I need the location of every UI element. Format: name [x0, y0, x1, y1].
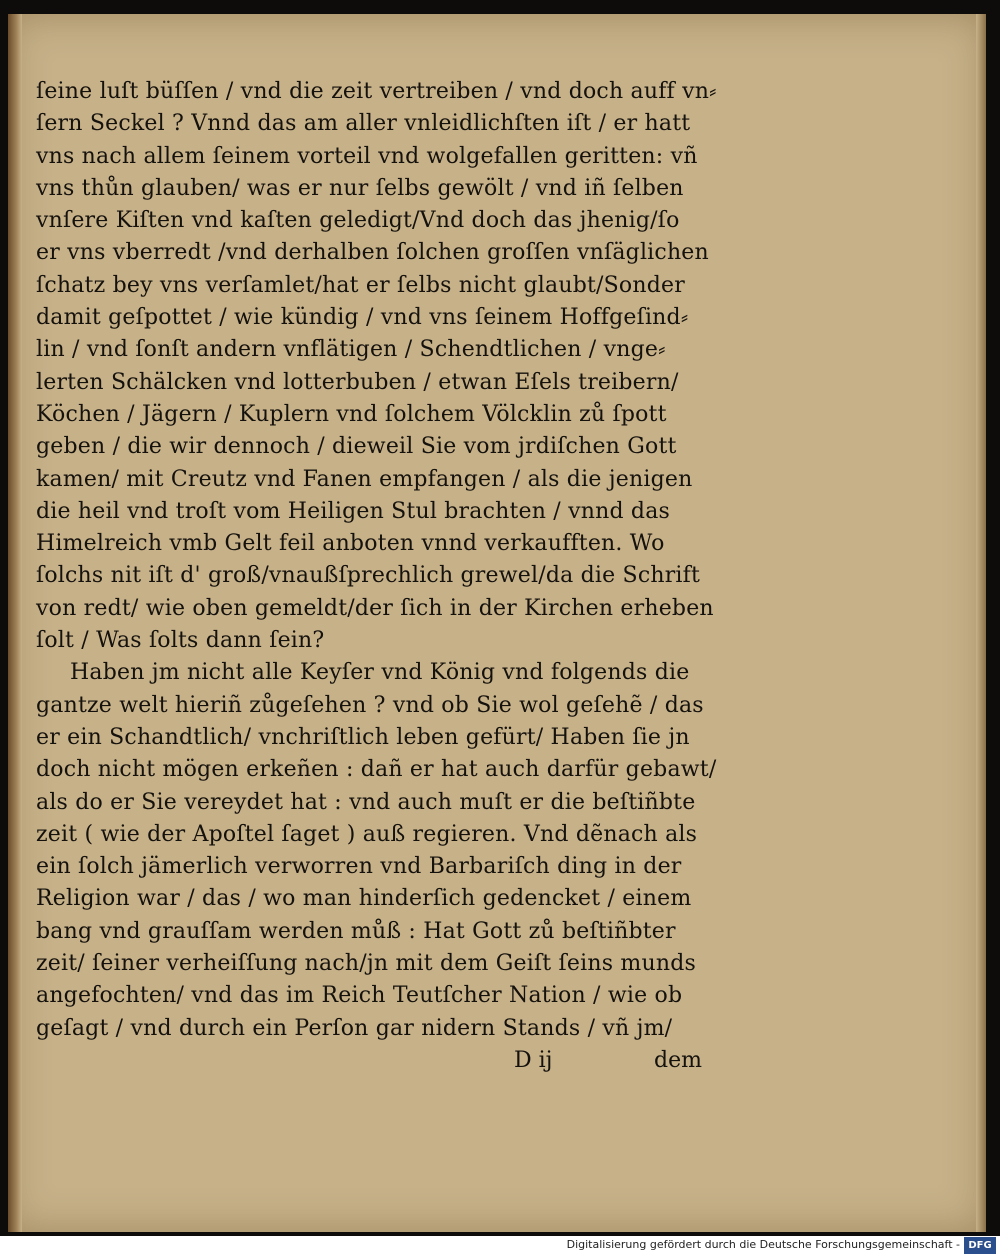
paragraph-start-line: Haben jm nicht alle Keyſer vnd König vnd folgends die: [70, 660, 690, 686]
text-line: von redt/ wie oben gemeldt/der ſich in der Kirchen erheben: [36, 595, 714, 621]
body-text: [36, 76, 717, 1077]
text-line: lerten Schälcken vnd lotterbuben / etwan Eſels treibern/: [36, 369, 679, 395]
text-line: ſolt / Was ſolts dann ſein?: [36, 628, 325, 654]
text-line: als do er Sie vereydet hat : vnd auch muſt er die beſtiñbte: [36, 789, 696, 815]
text-line: vns nach allem ſeinem vorteil vnd wolgefallen geritten: vñ: [36, 143, 698, 169]
text-line: Himelreich vmb Gelt feil anboten vnnd verkaufften. Wo: [36, 531, 665, 557]
page-binding-edge: [8, 14, 22, 1232]
text-line: geben / die wir dennoch / dieweil Sie vom jrdiſchen Gott: [36, 434, 677, 460]
text-line: lin / vnd ſonſt andern vnflätigen / Schendtlichen / vnge⸗: [36, 337, 666, 363]
text-line: damit geſpottet / wie kündig / vnd vns ſeinem Hoffgeſind⸗: [36, 305, 689, 331]
signature-mark: D ij: [514, 1047, 553, 1073]
text-line: ſern Seckel ? Vnnd das am aller vnleidlichſten iſt / er hatt: [36, 111, 691, 137]
text-line: Köchen / Jägern / Kuplern vnd ſolchem Völcklin zů ſpott: [36, 401, 667, 427]
text-line: doch nicht mögen erkeñen : dañ er hat auch darfür gebawt/: [36, 757, 717, 783]
text-line: ſchatz bey vns verſamlet/hat er ſelbs nicht glaubt/Sonder: [36, 272, 685, 298]
text-line: zeit ( wie der Apoſtel ſaget ) auß regieren. Vnd dẽnach als: [36, 821, 698, 847]
page-outer-edge: [976, 14, 986, 1232]
text-line: vnſere Kiſten vnd kaſten geledigt/Vnd doch das jhenig/ſo: [36, 208, 680, 234]
text-line: bang vnd grauſſam werden můß : Hat Gott zů beſtiñbter: [36, 918, 676, 944]
text-line: ein ſolch jämerlich verworren vnd Barbariſch ding in der: [36, 854, 682, 880]
text-line: zeit/ ſeiner verheiſſung nach/jn mit dem Geiſt ſeins munds: [36, 951, 696, 977]
text-line: kamen/ mit Creutz vnd Fanen empfangen / als die jenigen: [36, 466, 693, 492]
text-line: Religion war / das / wo man hinderſich gedencket / einem: [36, 886, 692, 912]
text-line: angefochten/ vnd das im Reich Teutſcher Nation / wie ob: [36, 983, 683, 1009]
text-line: geſagt / vnd durch ein Perſon gar nidern Stands / vñ jm/: [36, 1015, 673, 1041]
text-line: die heil vnd troſt vom Heiligen Stul brachten / vnnd das: [36, 498, 671, 524]
dfg-logo-icon: DFG: [964, 1237, 996, 1254]
catchword: dem: [654, 1047, 702, 1073]
signature-line: [36, 1045, 702, 1077]
text-line: vns thůn glauben/ was er nur ſelbs gewölt / vnd iñ ſelben: [36, 175, 684, 201]
text-line: er vns vberredt /vnd derhalben ſolchen groſſen vnſäglichen: [36, 240, 709, 266]
footer-bar: [0, 1236, 1000, 1256]
text-line: gantze welt hieriñ zůgeſehen ? vnd ob Sie wol geſehẽ / das: [36, 692, 704, 718]
text-line: ſeine luſt büſſen / vnd die zeit vertreiben / vnd doch auff vn⸗: [36, 79, 717, 104]
text-line: ſolchs nit iſt d' groß/vnaußſprechlich grewel/da die Schrift: [36, 563, 701, 589]
book-page: [8, 14, 986, 1232]
funding-notice: Digitalisierung gefördert durch die Deutsche Forschungsgemeinschaft -: [566, 1238, 960, 1251]
text-line: er ein Schandtlich/ vnchriſtlich leben gefürt/ Haben ſie jn: [36, 724, 690, 750]
